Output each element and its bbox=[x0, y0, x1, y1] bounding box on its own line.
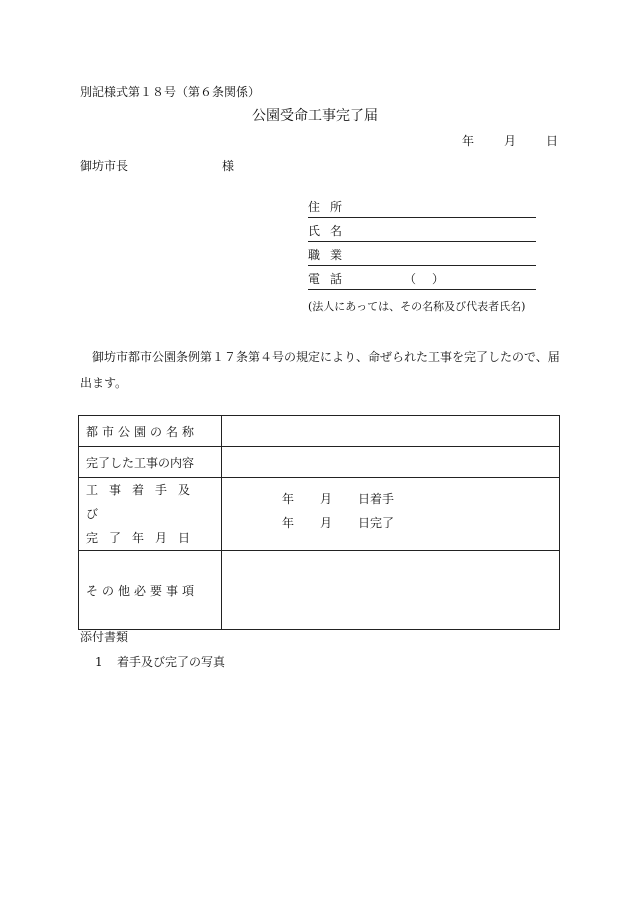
dates-label bbox=[79, 478, 222, 551]
details-table bbox=[78, 415, 560, 630]
park-name-input[interactable] bbox=[222, 416, 560, 447]
occupation-field[interactable] bbox=[308, 247, 536, 266]
end-month-label: 月 bbox=[320, 516, 333, 530]
start-date-line bbox=[282, 490, 394, 507]
dates-input[interactable] bbox=[222, 478, 560, 551]
phone-label: 電話 bbox=[308, 272, 353, 286]
dates-label-line1: 工事着手及び bbox=[86, 483, 202, 521]
end-date-line bbox=[282, 514, 394, 531]
table-row bbox=[79, 416, 560, 447]
date-month-label: 月 bbox=[504, 134, 517, 148]
submission-date bbox=[462, 132, 558, 149]
start-year-label: 年 bbox=[282, 492, 295, 506]
form-number: 別記様式第１８号（第６条関係） bbox=[80, 85, 261, 99]
address-field[interactable] bbox=[308, 199, 536, 218]
other-matters-input[interactable] bbox=[222, 551, 560, 630]
addressee-honorific: 様 bbox=[222, 159, 235, 173]
end-year-label: 年 bbox=[282, 516, 295, 530]
addressee-name: 御坊市長 bbox=[80, 159, 129, 173]
start-month-label: 月 bbox=[320, 492, 333, 506]
attachment-text: 着手及び完了の写真 bbox=[117, 655, 226, 669]
phone-area-open-paren: （ bbox=[404, 272, 417, 286]
page-title: 公園受命工事完了届 bbox=[252, 108, 378, 124]
occupation-label: 職業 bbox=[308, 248, 353, 262]
dates-label-line2: 完了年月日 bbox=[86, 531, 202, 545]
other-matters-label: その他必要事項 bbox=[79, 551, 222, 630]
phone-field[interactable] bbox=[308, 271, 536, 290]
work-content-label: 完了した工事の内容 bbox=[79, 447, 222, 478]
attachments-heading: 添付書類 bbox=[80, 630, 129, 644]
attachment-number: 1 bbox=[95, 655, 103, 669]
phone-area-close-paren: ） bbox=[432, 272, 445, 286]
attachment-item bbox=[95, 653, 225, 670]
date-year-label: 年 bbox=[462, 134, 475, 148]
name-field[interactable] bbox=[308, 223, 536, 242]
declaration-text: 御坊市都市公園条例第１７条第４号の規定により、命ぜられた工事を完了したので、届出ます。 bbox=[80, 350, 560, 390]
end-day-label: 日完了 bbox=[358, 516, 395, 530]
start-day-label: 日着手 bbox=[358, 492, 395, 506]
park-name-label: 都市公園の名称 bbox=[79, 416, 222, 447]
table-row bbox=[79, 478, 560, 551]
date-day-label: 日 bbox=[546, 134, 559, 148]
work-content-input[interactable] bbox=[222, 447, 560, 478]
table-row bbox=[79, 551, 560, 630]
address-label: 住所 bbox=[308, 200, 353, 214]
table-row bbox=[79, 447, 560, 478]
name-label: 氏名 bbox=[308, 224, 353, 238]
corporate-note: (法人にあっては、その名称及び代表者氏名) bbox=[308, 300, 526, 313]
